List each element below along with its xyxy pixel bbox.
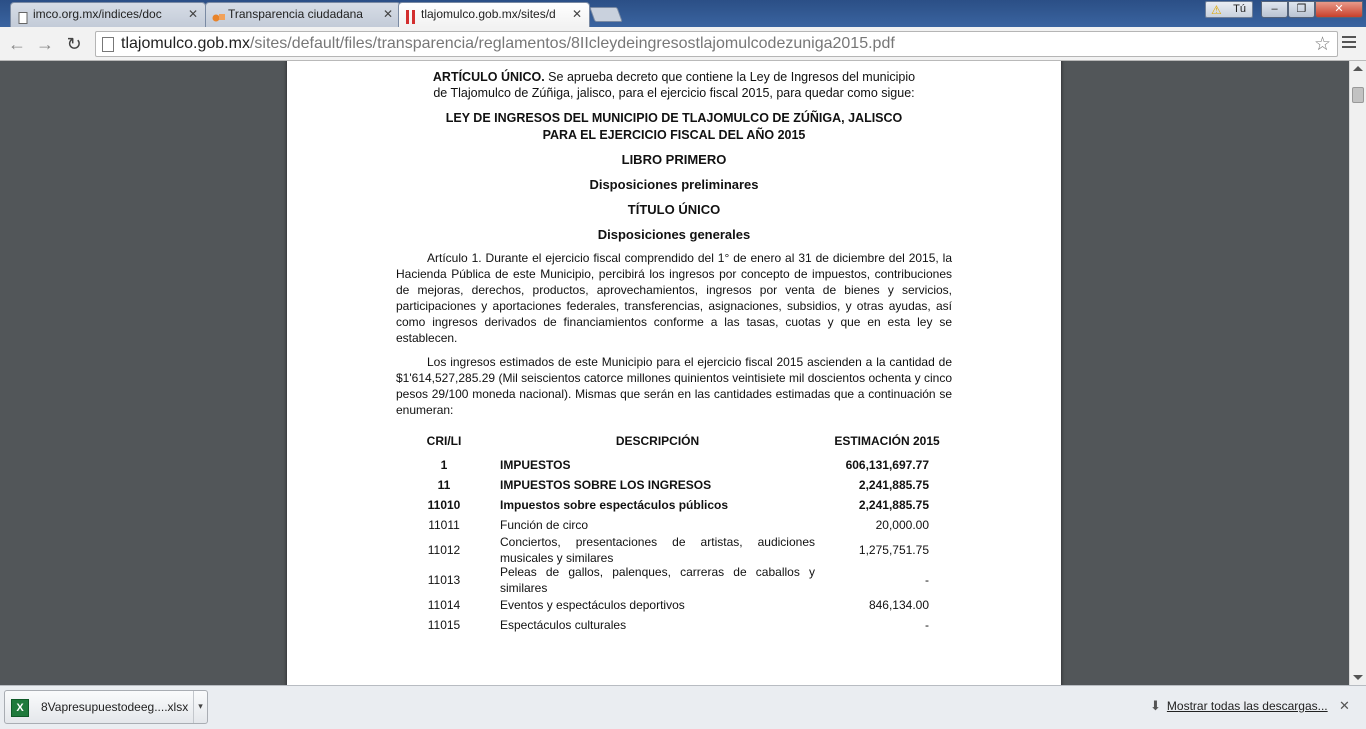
close-icon[interactable]: ✕	[382, 7, 393, 21]
close-window-button[interactable]: ✕	[1315, 1, 1363, 18]
row-code: 11013	[427, 573, 461, 587]
row-code: 11	[437, 478, 451, 492]
download-arrow-icon: ⬇	[1150, 698, 1161, 713]
intro-line-1	[287, 69, 1061, 85]
row-amount: -	[925, 618, 929, 632]
address-bar[interactable]	[95, 31, 1338, 57]
titulo-heading: TÍTULO ÚNICO	[627, 202, 721, 217]
articulo-unico-label: ARTÍCULO ÚNICO.	[432, 70, 545, 84]
row-desc: Peleas de gallos, palenques, carreras de caballos y similares	[500, 565, 815, 595]
url-host: tlajomulco.gob.mx	[121, 35, 250, 52]
articulo-1-paragraph: Artículo 1. Durante el ejercicio fiscal comprendido del 1° de enero al 31 de diciembre del 2015, la Hacienda Pública de este Municipio, percibirá los ingresos por concepto de impuestos, contribuciones de mejoras, derechos, productos, aprovechamientos, ingresos por venta de bienes y servicios, participaciones y aportaciones federales, transferencias, asignaciones, subsidios, y otras ayudas, así como ingresos derivados de financiamientos conforme a las tasas, cuotas y que en esta ley se establecen.	[396, 251, 952, 345]
law-title-1: LEY DE INGRESOS DEL MUNICIPIO DE TLAJOMULCO DE ZÚÑIGA, JALISCO	[445, 111, 903, 125]
new-tab-button[interactable]	[589, 7, 622, 22]
warning-icon: ⚠	[1211, 3, 1222, 17]
table-header-code: CRI/LI	[426, 434, 462, 448]
pdf-viewer	[0, 61, 1349, 685]
tab-imco[interactable]	[10, 2, 206, 27]
tab-title: tlajomulco.gob.mx/sites/d	[421, 7, 556, 21]
row-amount: 2,241,885.75	[858, 498, 929, 512]
user-button[interactable]	[1205, 1, 1253, 18]
scroll-thumb[interactable]	[1352, 87, 1364, 103]
download-filename: 8Vapresupuestodeeg....xlsx	[41, 700, 189, 714]
tab-strip	[0, 0, 1366, 27]
close-icon[interactable]: ✕	[187, 7, 198, 21]
page-icon	[17, 9, 29, 21]
scroll-up-icon[interactable]	[1353, 66, 1363, 71]
vertical-scrollbar[interactable]	[1349, 61, 1366, 685]
tab-tlajomulco[interactable]	[398, 2, 590, 27]
url-path: /sites/default/files/transparencia/reglamentos/8IIcleydeingresostlajomulcodezuniga2015.pdf	[249, 35, 895, 52]
intro-line-2: de Tlajomulco de Zúñiga, jalisco, para el ejercicio fiscal 2015, para quedar como sigue:	[433, 86, 915, 100]
chrome-menu-icon[interactable]	[1342, 36, 1356, 50]
row-code: 11010	[427, 498, 461, 512]
download-shelf	[0, 685, 1366, 729]
bookmark-star-icon[interactable]: ☆	[1313, 34, 1331, 55]
row-code: 11014	[427, 598, 461, 612]
row-desc: Eventos y espectáculos deportivos	[500, 598, 685, 612]
row-amount: 20,000.00	[875, 518, 929, 532]
show-all-downloads[interactable]	[1150, 698, 1328, 714]
row-code: 11012	[427, 543, 461, 557]
row-code: 11011	[428, 518, 460, 532]
orange-shapes-icon	[212, 9, 224, 21]
row-desc: IMPUESTOS SOBRE LOS INGRESOS	[500, 478, 712, 492]
excel-icon: X	[11, 699, 29, 717]
law-title-2: PARA EL EJERCICIO FISCAL DEL AÑO 2015	[542, 128, 806, 142]
row-amount: 846,134.00	[868, 598, 929, 612]
row-code: 11015	[427, 618, 461, 632]
minimize-button[interactable]: –	[1261, 1, 1288, 18]
disposiciones-generales-heading: Disposiciones generales	[597, 227, 751, 242]
close-icon[interactable]: ✕	[571, 7, 582, 21]
address-url[interactable]	[121, 32, 895, 56]
row-code: 1	[440, 458, 448, 472]
pdf-icon	[405, 9, 417, 21]
row-amount: 606,131,697.77	[845, 458, 929, 472]
row-desc: IMPUESTOS	[500, 458, 571, 472]
back-button[interactable]: ←	[8, 34, 26, 54]
browser-toolbar	[0, 27, 1366, 61]
table-header-amount: ESTIMACIÓN 2015	[834, 434, 940, 448]
table-header-desc: DESCRIPCIÓN	[615, 434, 700, 448]
row-desc: Impuestos sobre espectáculos públicos	[500, 498, 729, 512]
chevron-down-icon[interactable]: ▾	[193, 691, 207, 723]
reload-button[interactable]: ↻	[66, 34, 82, 54]
tab-transparencia[interactable]	[205, 2, 401, 27]
maximize-button[interactable]: ❐	[1288, 1, 1315, 18]
close-icon[interactable]: ✕	[1339, 698, 1350, 713]
row-desc: Conciertos, presentaciones de artistas, audiciones musicales y similares	[500, 535, 815, 565]
row-amount: 1,275,751.75	[858, 543, 929, 557]
row-desc: Espectáculos culturales	[500, 618, 627, 632]
forward-button[interactable]: →	[36, 34, 54, 54]
tab-title: Transparencia ciudadana	[228, 7, 363, 21]
user-label: Tú	[1233, 3, 1246, 15]
row-desc: Función de circo	[500, 518, 589, 532]
tab-title: imco.org.mx/indices/doc	[33, 7, 162, 21]
scroll-down-icon[interactable]	[1353, 675, 1363, 680]
row-amount: -	[925, 573, 929, 587]
download-item[interactable]	[4, 690, 208, 724]
show-all-downloads-link[interactable]: Mostrar todas las descargas...	[1166, 699, 1328, 713]
ingresos-estimados-paragraph: Los ingresos estimados de este Municipio para el ejercicio fiscal 2015 ascienden a la cantidad de $1'614,527,285.29 (Mil seiscientos catorce millones quinientos veintisiete mil doscientos ochenta y cinco pesos 29/100 moneda nacional). Mismas que serán en las cantidades estimadas que a continuación se enumeran:	[396, 355, 952, 417]
disposiciones-preliminares-heading: Disposiciones preliminares	[589, 177, 759, 192]
libro-heading: LIBRO PRIMERO	[621, 152, 727, 167]
pdf-page	[287, 61, 1061, 685]
intro-line-1-text: Se aprueba decreto que contiene la Ley de Ingresos del municipio	[544, 70, 916, 84]
row-amount: 2,241,885.75	[858, 478, 929, 492]
page-icon	[102, 37, 114, 52]
